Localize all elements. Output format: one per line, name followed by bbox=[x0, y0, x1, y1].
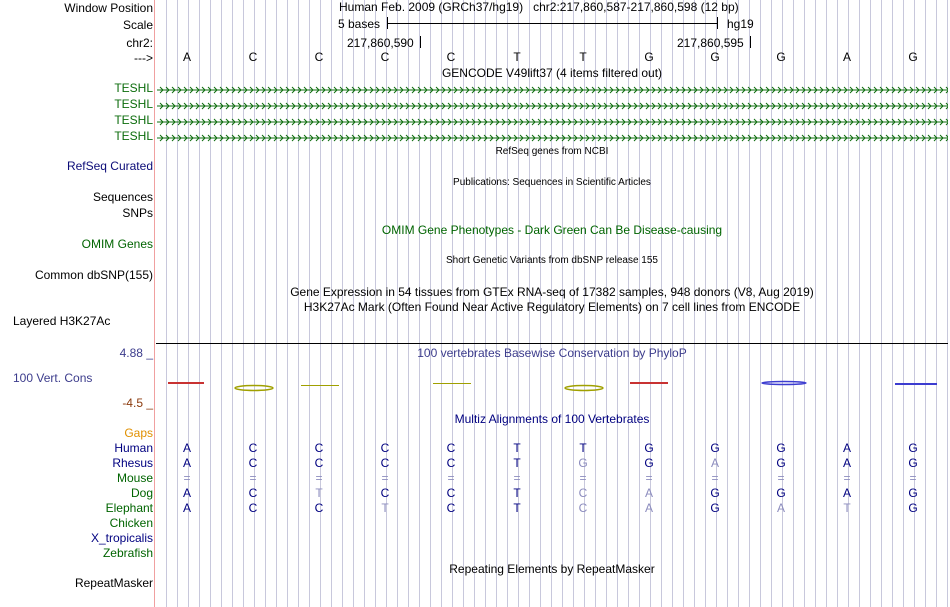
species-label[interactable]: Human bbox=[114, 441, 153, 455]
alignment-base: = bbox=[711, 471, 719, 485]
gaps-label[interactable]: Gaps bbox=[124, 426, 153, 440]
alignment-base: C bbox=[314, 501, 324, 515]
base-letter: T bbox=[579, 50, 587, 64]
alignment-base: C bbox=[446, 501, 456, 515]
gencode-track-title[interactable]: GENCODE V49lift37 (4 items filtered out) bbox=[441, 66, 663, 80]
strand-arrow-label[interactable]: ---> bbox=[134, 51, 153, 65]
alignment-base: C bbox=[578, 501, 588, 515]
alignment-base: G bbox=[776, 441, 786, 455]
base-letter: A bbox=[842, 50, 851, 64]
dbsnp-track-title[interactable]: Short Genetic Variants from dbSNP release 155 bbox=[446, 255, 658, 266]
alignment-base: C bbox=[248, 486, 258, 500]
gencode-item-label[interactable]: TESHL bbox=[114, 113, 153, 127]
base-letter: G bbox=[776, 50, 786, 64]
position-range: chr2:217,860,587-217,860,598 (12 bp) bbox=[533, 0, 739, 14]
omim-label[interactable]: OMIM Genes bbox=[81, 237, 153, 251]
alignment-base: G bbox=[710, 441, 720, 455]
alignment-base: C bbox=[380, 456, 390, 470]
species-label[interactable]: Rhesus bbox=[112, 456, 153, 470]
multiz-track-title[interactable]: Multiz Alignments of 100 Vertebrates bbox=[454, 412, 650, 426]
alignment-base: T bbox=[579, 441, 587, 455]
alignment-base: G bbox=[908, 456, 918, 470]
position-title bbox=[339, 0, 739, 14]
alignment-base: A bbox=[842, 456, 851, 470]
alignment-base: C bbox=[380, 441, 390, 455]
base-letter: C bbox=[446, 50, 456, 64]
publications-track-title[interactable]: Publications: Sequences in Scientific Articles bbox=[453, 177, 651, 188]
gtex-track-title[interactable]: Gene Expression in 54 tissues from GTEx RNA-seq of 17382 samples, 948 donors (V8, Aug 2019) bbox=[290, 285, 814, 299]
alignment-base: A bbox=[182, 486, 191, 500]
alignment-base: T bbox=[513, 441, 521, 455]
coord-left: 217,860,590 bbox=[347, 36, 414, 50]
base-letter: C bbox=[248, 50, 258, 64]
alignment-base: = bbox=[249, 471, 257, 485]
base-letter: C bbox=[314, 50, 324, 64]
alignment-base: G bbox=[578, 456, 588, 470]
refseq-label[interactable]: RefSeq Curated bbox=[66, 159, 153, 173]
sequences-label[interactable]: Sequences bbox=[92, 190, 153, 204]
base-letter: G bbox=[644, 50, 654, 64]
base-letter: A bbox=[182, 50, 191, 64]
alignment-base: A bbox=[710, 456, 719, 470]
alignment-base: = bbox=[843, 471, 851, 485]
alignment-base: A bbox=[644, 501, 653, 515]
alignment-base: C bbox=[314, 456, 324, 470]
base-letter: G bbox=[908, 50, 918, 64]
coord-right: 217,860,595 bbox=[677, 36, 744, 50]
alignment-base: = bbox=[513, 471, 521, 485]
h3k27ac-track-title[interactable]: H3K27Ac Mark (Often Found Near Active Regulatory Elements) on 7 cell lines from ENCODE bbox=[303, 300, 801, 314]
alignment-base: A bbox=[182, 501, 191, 515]
alignment-base: G bbox=[908, 501, 918, 515]
conservation-mark bbox=[301, 385, 339, 386]
gencode-transcript-feature[interactable] bbox=[157, 100, 948, 110]
conservation-mark bbox=[895, 383, 937, 385]
alignment-base: = bbox=[777, 471, 785, 485]
species-label[interactable]: Mouse bbox=[116, 471, 153, 485]
scale-label: Scale bbox=[122, 18, 153, 32]
alignment-base: T bbox=[381, 501, 389, 515]
alignment-base: T bbox=[513, 486, 521, 500]
alignment-base: = bbox=[909, 471, 917, 485]
alignment-base: A bbox=[182, 456, 191, 470]
dbsnp-label[interactable]: Common dbSNP(155) bbox=[34, 268, 153, 282]
alignment-base: C bbox=[248, 501, 258, 515]
gencode-item-label[interactable]: TESHL bbox=[114, 97, 153, 111]
alignment-base: C bbox=[380, 486, 390, 500]
conservation-mark bbox=[168, 382, 204, 384]
gencode-transcript-feature[interactable] bbox=[157, 116, 948, 126]
alignment-base: A bbox=[644, 486, 653, 500]
species-label[interactable]: X_tropicalis bbox=[90, 531, 153, 545]
alignment-base: C bbox=[446, 456, 456, 470]
alignment-base: T bbox=[513, 501, 521, 515]
repeatmasker-track-title[interactable]: Repeating Elements by RepeatMasker bbox=[449, 562, 655, 576]
alignment-base: C bbox=[248, 441, 258, 455]
alignment-base: T bbox=[843, 501, 851, 515]
gencode-transcript-feature[interactable] bbox=[157, 132, 948, 142]
cons-max-label: 4.88 _ bbox=[119, 346, 153, 360]
conservation-mark bbox=[762, 382, 806, 385]
gencode-item-label[interactable]: TESHL bbox=[114, 129, 153, 143]
conservation-track-title[interactable]: 100 vertebrates Basewise Conservation by PhyloP bbox=[417, 346, 687, 360]
alignment-base: C bbox=[446, 486, 456, 500]
alignment-base: C bbox=[578, 486, 588, 500]
alignment-base: G bbox=[776, 486, 786, 500]
alignment-base: G bbox=[710, 501, 720, 515]
conservation-mark bbox=[630, 382, 668, 384]
chr-label: chr2: bbox=[126, 36, 153, 50]
conservation-label[interactable]: 100 Vert. Cons bbox=[13, 371, 93, 385]
alignment-base: G bbox=[908, 441, 918, 455]
alignment-base: C bbox=[446, 441, 456, 455]
conservation-mark bbox=[433, 383, 471, 384]
alignment-base: G bbox=[710, 486, 720, 500]
repeatmasker-label[interactable]: RepeatMasker bbox=[74, 576, 153, 590]
species-label[interactable]: Dog bbox=[130, 486, 153, 500]
snps-label[interactable]: SNPs bbox=[122, 206, 153, 220]
alignment-base: = bbox=[381, 471, 389, 485]
alignment-base: A bbox=[776, 501, 785, 515]
alignment-base: G bbox=[908, 486, 918, 500]
alignment-base: C bbox=[248, 456, 258, 470]
alignment-base: = bbox=[645, 471, 653, 485]
assembly-name: Human Feb. 2009 (GRCh37/hg19) bbox=[339, 0, 524, 14]
alignment-base: = bbox=[183, 471, 191, 485]
scale-db: hg19 bbox=[727, 17, 754, 31]
alignment-base: G bbox=[644, 441, 654, 455]
omim-track-title[interactable]: OMIM Gene Phenotypes - Dark Green Can Be Disease-causing bbox=[381, 223, 723, 237]
base-letter: C bbox=[380, 50, 390, 64]
alignment-base: T bbox=[513, 456, 521, 470]
alignment-base: A bbox=[182, 441, 191, 455]
species-label[interactable]: Zebrafish bbox=[102, 546, 153, 560]
gencode-transcript-feature[interactable] bbox=[157, 84, 948, 94]
gencode-item-label[interactable]: TESHL bbox=[114, 81, 153, 95]
alignment-base: G bbox=[644, 456, 654, 470]
species-label[interactable]: Elephant bbox=[105, 501, 153, 515]
alignment-base: A bbox=[842, 486, 851, 500]
h3k27ac-label[interactable]: Layered H3K27Ac bbox=[13, 314, 111, 328]
base-letter: T bbox=[513, 50, 521, 64]
species-label[interactable]: Chicken bbox=[109, 516, 153, 530]
alignment-base: = bbox=[315, 471, 323, 485]
scale-text: 5 bases bbox=[338, 17, 381, 31]
alignment-base: = bbox=[447, 471, 455, 485]
base-letter: G bbox=[710, 50, 720, 64]
alignment-base: A bbox=[842, 441, 851, 455]
window-position-label: Window Position bbox=[64, 1, 153, 15]
alignment-base: G bbox=[776, 456, 786, 470]
cons-min-label: -4.5 _ bbox=[122, 396, 153, 410]
alignment-base: T bbox=[315, 486, 323, 500]
alignment-base: = bbox=[579, 471, 587, 485]
refseq-track-title[interactable]: RefSeq genes from NCBI bbox=[495, 146, 609, 157]
alignment-base: C bbox=[314, 441, 324, 455]
